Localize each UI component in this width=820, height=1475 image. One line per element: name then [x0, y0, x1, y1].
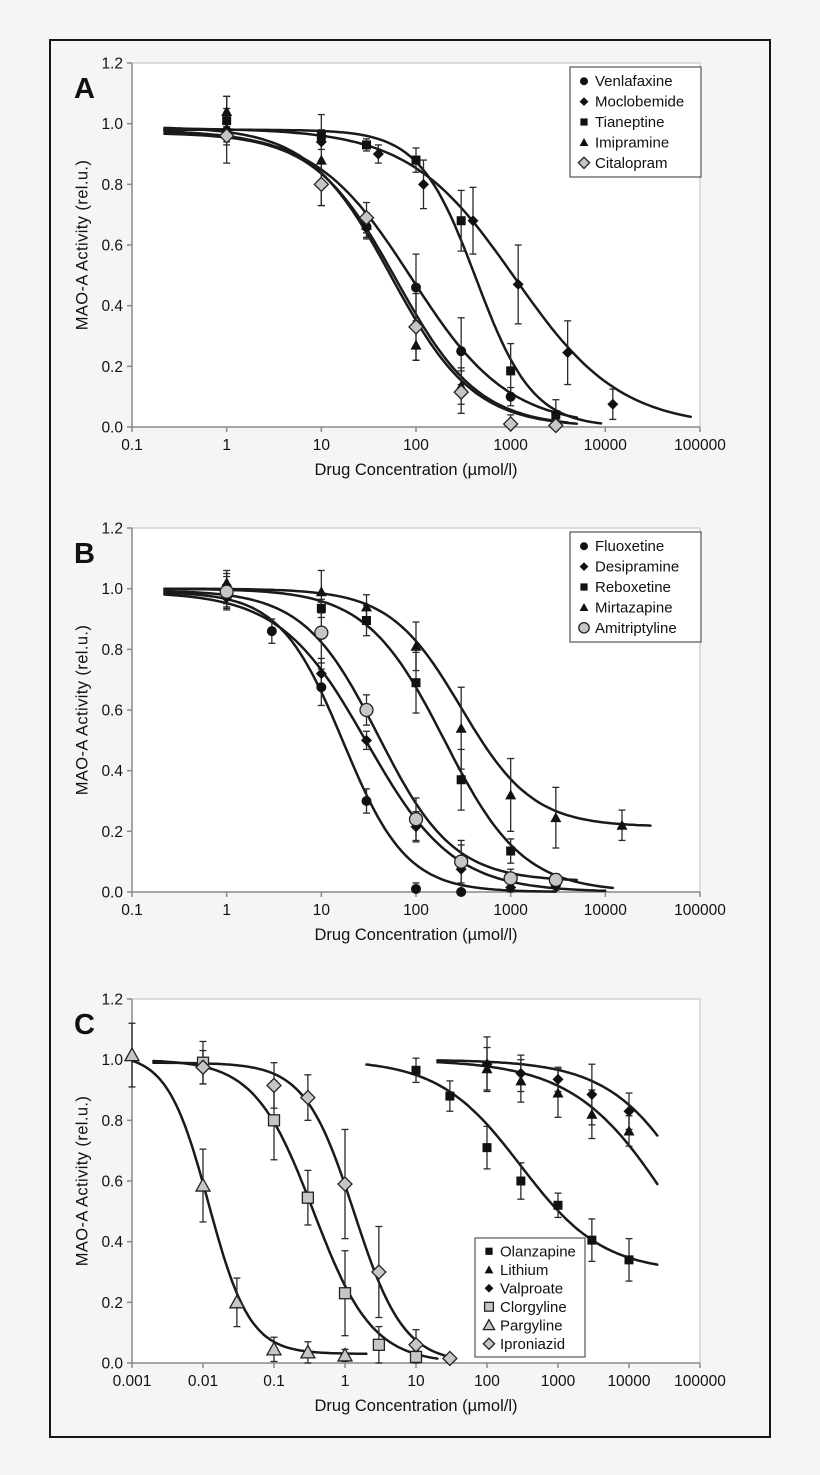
x-tick-label: 100000	[674, 902, 726, 919]
fluoxetine-data-point	[267, 626, 277, 636]
legend-label: Lithium	[500, 1261, 549, 1279]
legend-label: Moclobemide	[595, 93, 685, 111]
clorgyline-data-point	[302, 1192, 313, 1203]
x-tick-label: 0.1	[263, 1373, 285, 1390]
panel-b-chart	[32, 492, 772, 954]
olanzapine-data-point	[554, 1201, 563, 1210]
x-tick-label: 100000	[674, 437, 726, 454]
venlafaxine-data-point	[506, 392, 516, 402]
olanzapine-data-point	[587, 1236, 596, 1245]
y-tick-label: 1.0	[101, 581, 123, 599]
clorgyline-data-point	[340, 1288, 351, 1299]
reboxetine-data-point	[362, 616, 371, 625]
y-tick-label: 0.4	[101, 1234, 123, 1252]
legend-label: Iproniazid	[500, 1335, 566, 1353]
x-tick-label: 10	[312, 902, 330, 919]
x-tick-label: 1000	[493, 437, 528, 454]
reboxetine-data-point	[457, 775, 466, 784]
clorgyline-data-point	[269, 1115, 280, 1126]
legend-marker-amitriptyline	[579, 623, 589, 633]
legend-marker-fluoxetine	[580, 542, 588, 550]
olanzapine-data-point	[516, 1177, 525, 1186]
y-tick-label: 1.2	[101, 991, 123, 1009]
tianeptine-data-point	[457, 216, 466, 225]
tianeptine-data-point	[362, 140, 371, 149]
panel-a-chart	[32, 27, 772, 489]
y-tick-label: 1.0	[101, 116, 123, 134]
y-tick-label: 1.0	[101, 1052, 123, 1070]
panel-b-label: B	[74, 538, 96, 570]
x-tick-label: 10	[407, 1373, 425, 1390]
x-tick-label: 0.1	[121, 902, 143, 919]
y-tick-label: 0.6	[101, 1173, 123, 1191]
tianeptine-data-point	[317, 131, 326, 140]
x-tick-label: 10000	[583, 437, 627, 454]
panel-b	[32, 492, 772, 954]
amitriptyline-data-point	[504, 872, 517, 885]
tianeptine-data-point	[506, 366, 515, 375]
x-tick-label: 0.001	[112, 1373, 152, 1390]
fluoxetine-data-point	[411, 884, 421, 894]
panel-c	[32, 963, 772, 1425]
y-tick-label: 1.2	[101, 55, 123, 73]
tianeptine-data-point	[412, 156, 421, 165]
y-tick-label: 0.8	[101, 1112, 123, 1130]
x-tick-label: 100	[403, 902, 429, 919]
y-tick-label: 0.8	[101, 176, 123, 194]
legend-label: Olanzapine	[500, 1243, 576, 1261]
y-tick-label: 0.0	[101, 1355, 123, 1373]
legend-label: Amitriptyline	[595, 619, 677, 637]
legend-label: Citalopram	[595, 154, 668, 172]
amitriptyline-data-point	[549, 873, 562, 886]
x-tick-label: 100	[474, 1373, 500, 1390]
legend-label: Desipramine	[595, 558, 680, 576]
y-tick-label: 0.6	[101, 237, 123, 255]
x-tick-label: 1	[222, 902, 231, 919]
reboxetine-data-point	[412, 678, 421, 687]
y-tick-label: 0.6	[101, 702, 123, 720]
legend-marker-venlafaxine	[580, 77, 588, 85]
fluoxetine-data-point	[362, 796, 372, 806]
x-tick-label: 0.01	[187, 1373, 219, 1390]
x-tick-label: 0.1	[121, 437, 143, 454]
legend-marker-clorgyline	[485, 1302, 494, 1311]
venlafaxine-data-point	[456, 346, 466, 356]
legend-label: Valproate	[500, 1280, 564, 1298]
legend-label: Reboxetine	[595, 579, 671, 596]
panel-b-y-axis-title: MAO-A Activity (rel.u.)	[73, 624, 92, 796]
fluoxetine-data-point	[456, 887, 466, 897]
x-tick-label: 1000	[540, 1373, 576, 1390]
fluoxetine-data-point	[316, 682, 326, 692]
y-tick-label: 0.2	[101, 1294, 123, 1312]
panel-c-chart	[32, 963, 772, 1425]
y-tick-label: 0.4	[101, 763, 123, 781]
legend-marker-reboxetine	[580, 583, 587, 590]
clorgyline-data-point	[373, 1339, 384, 1350]
olanzapine-data-point	[412, 1066, 421, 1075]
panel-c-label: C	[74, 1009, 96, 1041]
plot-area	[132, 999, 700, 1363]
legend-marker-olanzapine	[485, 1248, 492, 1255]
amitriptyline-data-point	[360, 704, 373, 717]
x-tick-label: 1	[340, 1373, 350, 1390]
y-tick-label: 1.2	[101, 520, 123, 538]
legend-label: Clorgyline	[500, 1298, 567, 1316]
y-tick-label: 0.8	[101, 641, 123, 659]
legend-label: Mirtazapine	[595, 599, 673, 617]
x-tick-label: 1000	[493, 902, 528, 919]
tianeptine-data-point	[222, 116, 231, 125]
panel-b-x-axis-title: Drug Concentration (µmol/l)	[314, 926, 518, 944]
legend-label: Imipramine	[595, 134, 670, 152]
legend-label: Venlafaxine	[595, 73, 673, 91]
x-tick-label: 10000	[607, 1373, 651, 1390]
clorgyline-data-point	[411, 1351, 422, 1362]
y-tick-label: 0.0	[101, 419, 123, 437]
panel-a-y-axis-title: MAO-A Activity (rel.u.)	[73, 159, 92, 331]
panel-a	[32, 27, 772, 489]
y-tick-label: 0.0	[101, 884, 123, 902]
amitriptyline-data-point	[410, 813, 423, 826]
x-tick-label: 100	[403, 437, 429, 454]
legend-label: Tianeptine	[595, 114, 665, 131]
y-tick-label: 0.4	[101, 298, 123, 316]
x-tick-label: 10	[312, 437, 330, 454]
reboxetine-data-point	[506, 847, 515, 856]
olanzapine-data-point	[445, 1092, 454, 1101]
panel-c-x-axis-title: Drug Concentration (µmol/l)	[314, 1397, 518, 1415]
x-tick-label: 1	[222, 437, 231, 454]
amitriptyline-data-point	[315, 626, 328, 639]
venlafaxine-data-point	[411, 282, 421, 292]
olanzapine-data-point	[625, 1255, 634, 1264]
amitriptyline-data-point	[220, 585, 233, 598]
y-tick-label: 0.2	[101, 358, 123, 376]
olanzapine-data-point	[483, 1143, 492, 1152]
legend-label: Pargyline	[500, 1317, 563, 1335]
amitriptyline-data-point	[455, 855, 468, 868]
panel-c-y-axis-title: MAO-A Activity (rel.u.)	[73, 1095, 92, 1267]
panel-a-label: A	[74, 73, 96, 105]
y-tick-label: 0.2	[101, 823, 123, 841]
x-tick-label: 10000	[583, 902, 627, 919]
panel-a-x-axis-title: Drug Concentration (µmol/l)	[314, 461, 518, 479]
legend-label: Fluoxetine	[595, 538, 665, 556]
x-tick-label: 100000	[674, 1373, 726, 1390]
reboxetine-data-point	[317, 604, 326, 613]
legend-marker-tianeptine	[580, 118, 587, 125]
